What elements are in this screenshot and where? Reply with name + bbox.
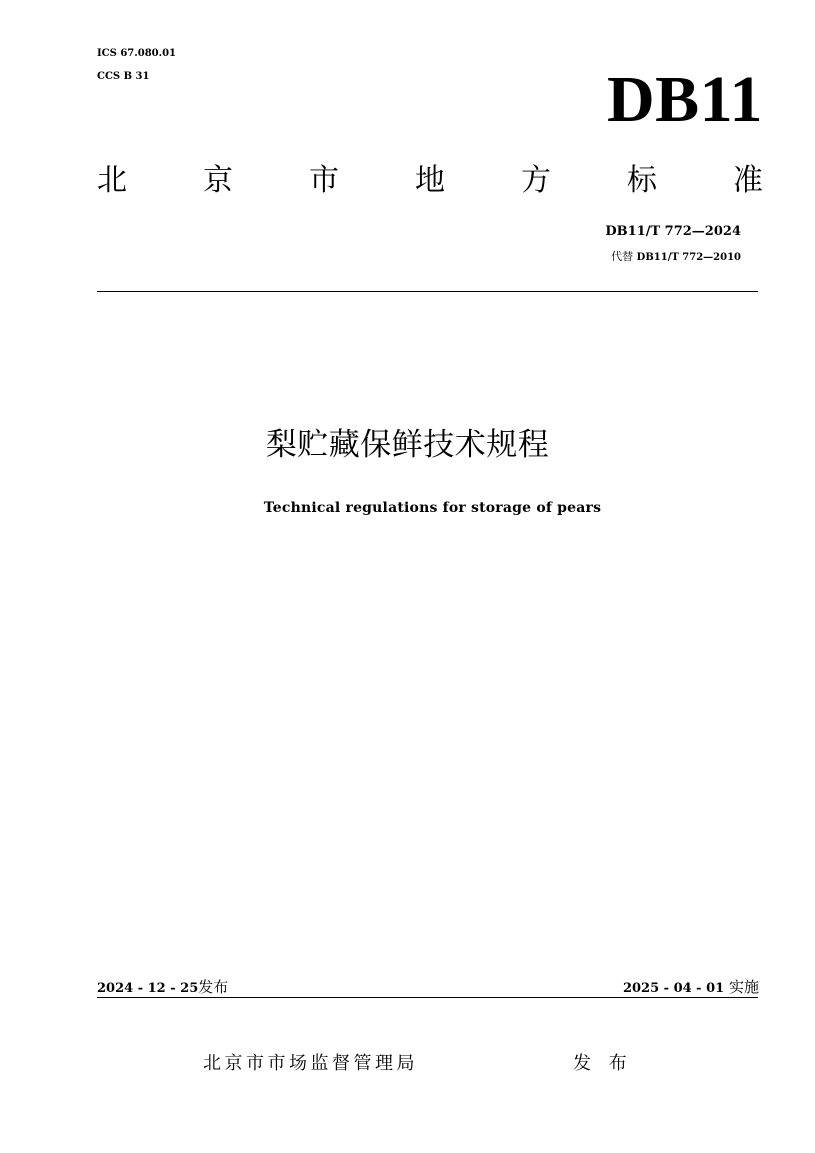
- standard-type-char: 北: [97, 163, 127, 198]
- standard-type-char: 方: [521, 163, 551, 198]
- replaces-label: 代替: [611, 250, 634, 263]
- issue-label: 发布: [198, 978, 229, 996]
- ccs-code: CCS B 31: [97, 71, 150, 82]
- standard-type-char: 地: [415, 163, 445, 198]
- standard-type-char: 市: [309, 163, 339, 198]
- standard-type-char: 标: [627, 163, 657, 198]
- document-title-en: Technical regulations for storage of pears: [263, 500, 602, 516]
- db11-logo: DB11: [606, 63, 763, 136]
- standard-type-char: 准: [733, 163, 763, 198]
- document-title-cn: 梨贮藏保鲜技术规程: [265, 427, 550, 463]
- publish-label: 发 布: [573, 1053, 633, 1074]
- implement-date: 2025 - 04 - 01: [622, 981, 725, 996]
- header-divider: [97, 291, 758, 292]
- replaces-line: [611, 248, 741, 267]
- standard-type-title: [97, 158, 763, 204]
- ics-code: ICS 67.080.01: [97, 48, 177, 59]
- classification-codes: [97, 42, 176, 88]
- footer-divider: [97, 997, 758, 998]
- replaces-number: DB11/T 772—2010: [636, 252, 741, 263]
- standard-type-char: 京: [203, 163, 233, 198]
- implement-label: 实施: [728, 978, 759, 996]
- issue-date: 2024 - 12 - 25: [97, 981, 199, 996]
- standard-number: DB11/T 772—2024: [605, 224, 741, 239]
- issuing-authority: 北京市市场监督管理局: [203, 1053, 418, 1074]
